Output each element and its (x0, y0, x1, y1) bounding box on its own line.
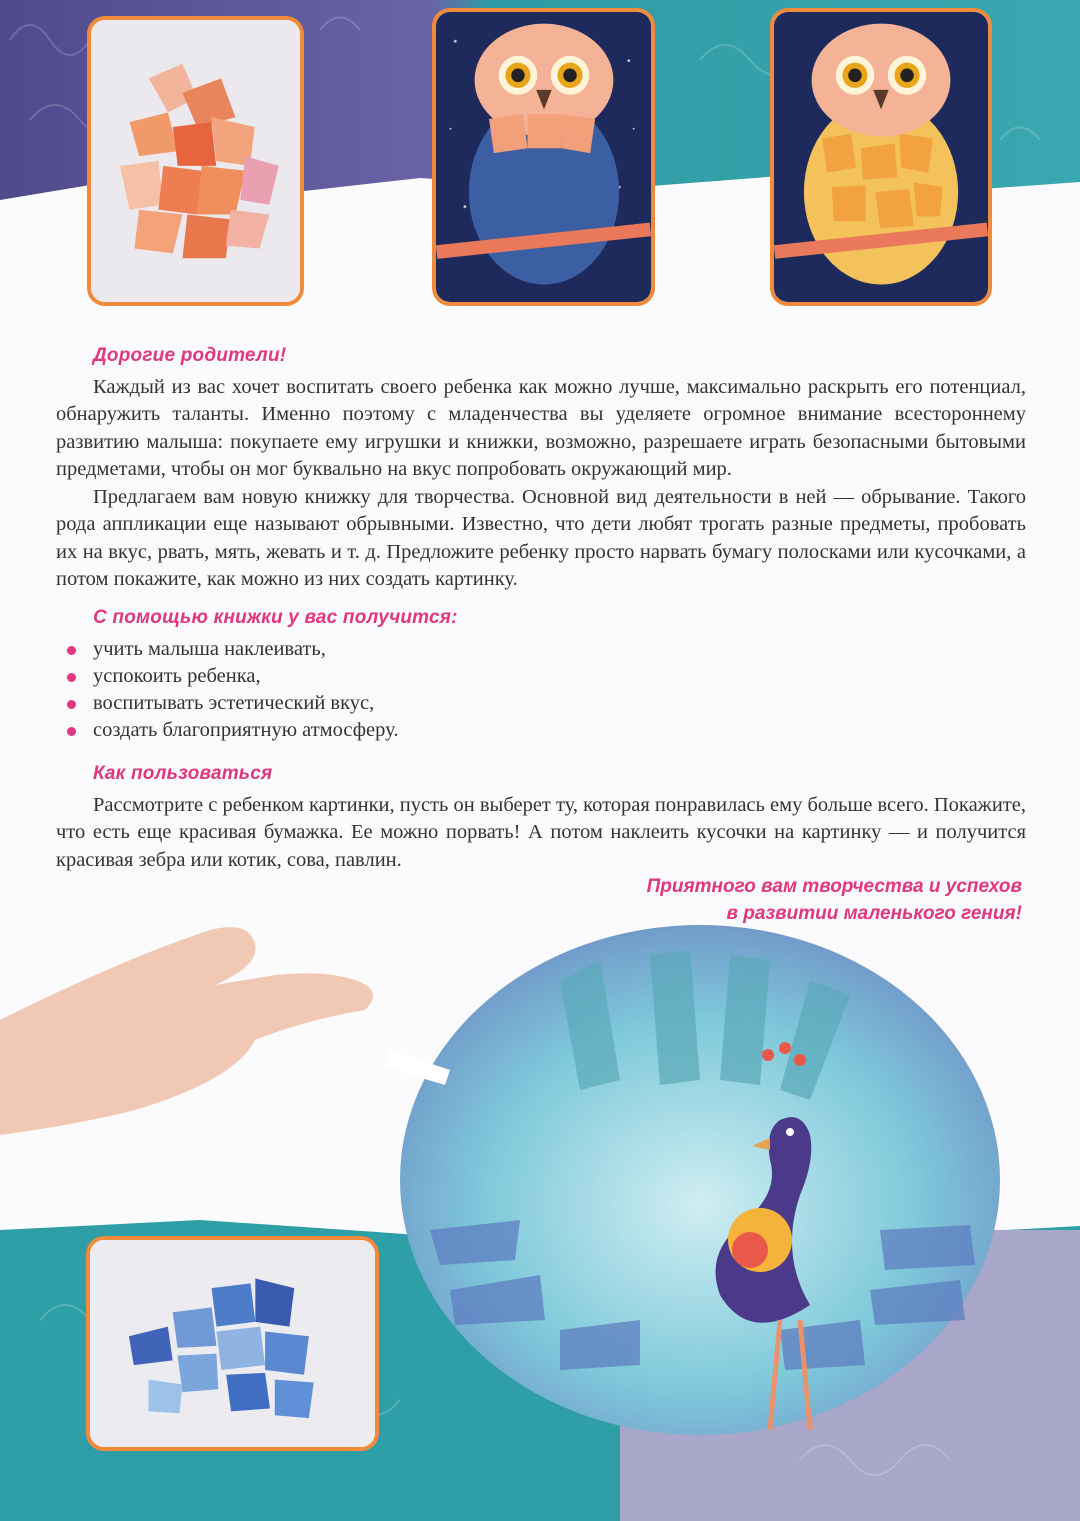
list-item: воспитывать эстетический вкус, (64, 690, 1026, 717)
owl-finished-collage-photo (770, 8, 992, 306)
howto-heading: Как пользоваться (93, 763, 273, 784)
owl-partial-collage-photo (432, 8, 655, 306)
intro-heading: Дорогие родители! (93, 345, 287, 366)
list-item: создать благоприятную атмосферу. (64, 717, 1026, 744)
blue-paper-pieces-photo (86, 1236, 379, 1451)
benefits-heading: С помощью книжки у вас получится: (93, 607, 458, 628)
intro-paragraph-2: Предлагаем вам новую книжку для творчества. Основной вид деятельности в ней — обрывание. Такого рода аппликации еще называют обрывными. Известно, что дети любят трогать разные предметы, пробовать их на вкус, рвать, мять, жевать и т. д. Предложите ребенку просто нарвать бумагу полосками или кусочками, а потом покажите, как можно из них создать картинку. (56, 485, 1026, 590)
intro-paragraph-1: Каждый из вас хочет воспитать своего ребенка как можно лучше, максимально раскрыть его потенциал, обнаружить таланты. Именно поэтому с младенчества вы уделяете огромное внимание всестороннему развитию малыша: покупаете ему игрушки и книжки, возможно, разрешаете играть безопасными бытовыми предметами, чтобы он мог буквально на вкус попробовать окружающий мир. (56, 375, 1026, 480)
benefits-section (56, 604, 1026, 744)
closing-line-1: Приятного вам творчества и успехов (646, 876, 1022, 897)
intro-section (56, 342, 1026, 594)
howto-paragraph: Рассмотрите с ребенком картинки, пусть он выберет ту, которая понравилась ему больше всего. Покажите, что есть еще красивая бумажка. Ее можно порвать! А потом наклеить кусочки на картинку — и получится красивая зебра или котик, сова, павлин. (56, 793, 1026, 871)
list-item: учить малыша наклеивать, (64, 636, 1026, 663)
closing-line-2: в развитии маленького гения! (726, 903, 1022, 924)
benefits-list (56, 636, 1026, 744)
howto-section (56, 760, 1026, 874)
list-item: успокоить ребенка, (64, 663, 1026, 690)
orange-paper-pieces-photo (87, 16, 304, 306)
